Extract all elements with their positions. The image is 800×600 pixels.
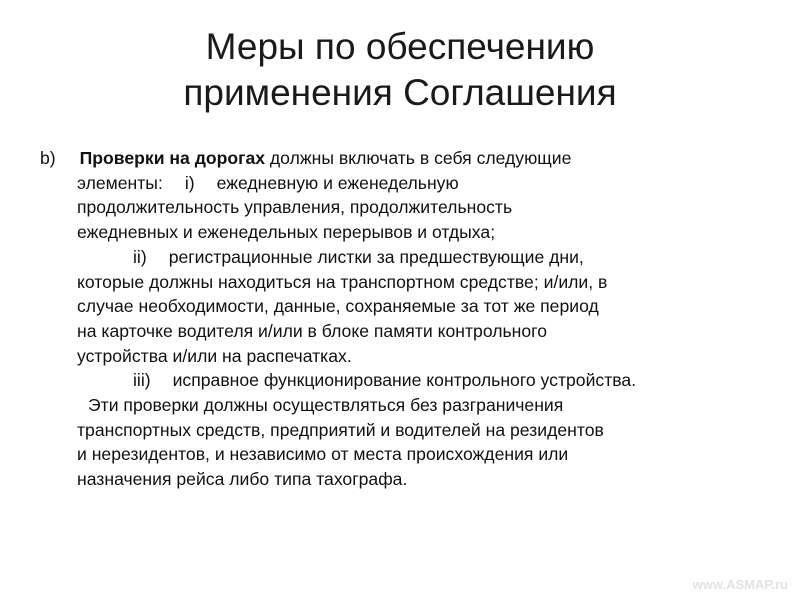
item-b-bold: Проверки на дорогах: [79, 148, 266, 168]
watermark: www.ASMAP.ru: [692, 577, 788, 592]
title-line-2: применения Соглашения: [183, 72, 617, 113]
sub-ii-line-4: на карточке водителя и/или в блоке памяти контрольного: [77, 320, 547, 341]
slide-title: [0, 24, 800, 116]
sub-i-marker: i): [184, 172, 195, 193]
title-line-1: Меры по обеспечению: [205, 26, 595, 67]
item-b-rest: должны включать в себя следующие: [265, 148, 572, 168]
item-b-line-3: продолжительность управления, продолжительность: [77, 197, 513, 218]
sub-ii-line-5: устройства и/или на распечатках.: [77, 345, 352, 366]
sub-iii-line: [40, 368, 760, 393]
sub-ii-line-3: случае необходимости, данные, сохраняемые за тот же период: [77, 296, 599, 317]
sub-ii-text: регистрационные листки за предшествующие дни,: [168, 246, 584, 267]
slide-body: [40, 146, 760, 492]
paragraph-line-1: Эти проверки должны осуществляться без разграничения: [88, 395, 564, 416]
item-b-line-4: ежедневных и еженедельных перерывов и отдыха;: [77, 222, 496, 243]
paragraph-line-4: назначения рейса либо типа тахографа.: [77, 469, 408, 490]
paragraph-line-2: транспортных средств, предприятий и водителей на резидентов: [77, 419, 604, 440]
item-b-line: [40, 146, 760, 171]
sub-ii-marker: ii): [133, 246, 147, 267]
item-b-marker: b): [40, 148, 56, 168]
sub-ii-line: [40, 245, 760, 270]
sub-ii-line-2: которые должны находиться на транспортном средстве; и/или, в: [77, 271, 608, 292]
paragraph-line-3: и нерезидентов, и независимо от места происхождения или: [77, 444, 569, 465]
sub-iii-text: исправное функционирование контрольного устройства.: [172, 370, 637, 391]
elements-label: элементы:: [77, 172, 163, 193]
sub-iii-marker: iii): [133, 370, 151, 391]
item-b-line-2: [40, 171, 760, 196]
sub-i-text: ежедневную и еженедельную: [216, 172, 459, 193]
